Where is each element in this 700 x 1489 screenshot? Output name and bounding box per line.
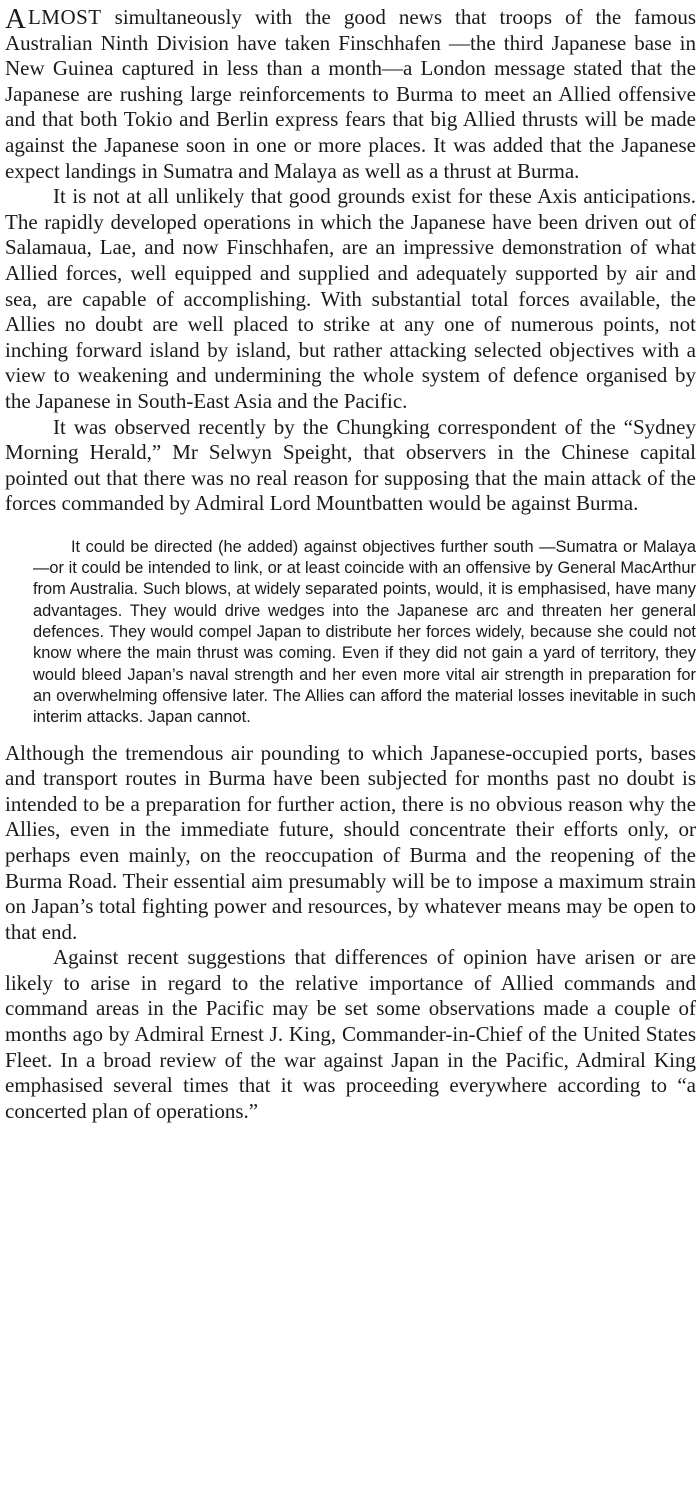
paragraph-4: Although the tremendous air pounding to which Japanese-occupied ports, bases and transport routes in Burma have been subjected for months past no doubt is intended to be a preparation for further action, there is no obvious reason why the Allies, even in the immediate future, should concentrate their efforts only, or perhaps even mainly, on the reoccupation of Burma and the reopening of the Burma Road. Their essential aim presumably will be to impose a maximum strain on Japan’s total fighting power and resources, by whatever means may be open to that end. xyxy=(5,740,696,944)
paragraph-2: It is not at all unlikely that good grounds exist for these Axis anticipations. The rapidly developed operations in which the Japanese have been driven out of Salamaua, Lae, and now Finschhafen, are an impressive demonstration of what Allied forces, well equipped and supplied and adequately supported by air and sea, are capable of accomplishing. With substantial total forces available, the Allies no doubt are well placed to strike at any one of numerous points, not inching forward island by island, but rather attacking selected objectives with a view to weakening and undermining the whole system of defence organised by the Japanese in South-East Asia and the Pacific. xyxy=(5,184,696,413)
paragraph-1 xyxy=(5,5,696,184)
lead-smallcaps: LMOST xyxy=(27,5,102,29)
paragraph-1-text: simultaneously with the good news that troops of the famous Australian Ninth Division have taken Finschhafen —the third Japanese base in New Guinea captured in less than a month—a London message stated that the Japanese are rushing large reinforcements to Burma to meet an Allied offensive and that both Tokio and Berlin express fears that big Allied thrusts will be made against the Japanese soon in one or more places. It was added that the Japanese expect landings in Sumatra and Malaya as well as a thrust at Burma. xyxy=(5,5,696,183)
drop-cap: A xyxy=(5,3,26,35)
paragraph-5: Against recent suggestions that differences of opinion have arisen or are likely to arise in regard to the relative importance of Allied commands and command areas in the Pacific may be set some observations made a couple of months ago by Admiral Ernest J. King, Commander-in-Chief of the United States Fleet. In a broad review of the war against Japan in the Pacific, Admiral King emphasised several times that it was proceeding everywhere according to “a concerted plan of operations.” xyxy=(5,945,696,1123)
block-quote: It could be directed (he added) against objectives further south —Sumatra or Malaya—or it could be intended to link, or at least coincide with an offensive by General MacArthur from Australia. Such blows, at widely separated points, would, it is emphasised, have many advantages. They would drive wedges into the Japanese arc and threaten her general defences. They would compel Japan to distribute her forces widely, because she could not know where the main thrust was coming. Even if they did not gain a yard of territory, they would bleed Japan’s naval strength and her even more vital air strength in preparation for an overwhelming offensive later. The Allies can afford the material losses inevitable in such interim attacks. Japan cannot. xyxy=(33,537,696,727)
newspaper-article xyxy=(5,5,696,1124)
paragraph-3: It was observed recently by the Chungking correspondent of the “Sydney Morning Herald,” Mr Selwyn Speight, that observers in the Chinese capital pointed out that there was no real reason for supposing that the main attack of the forces commanded by Admiral Lord Mountbatten would be against Burma. xyxy=(5,414,696,516)
